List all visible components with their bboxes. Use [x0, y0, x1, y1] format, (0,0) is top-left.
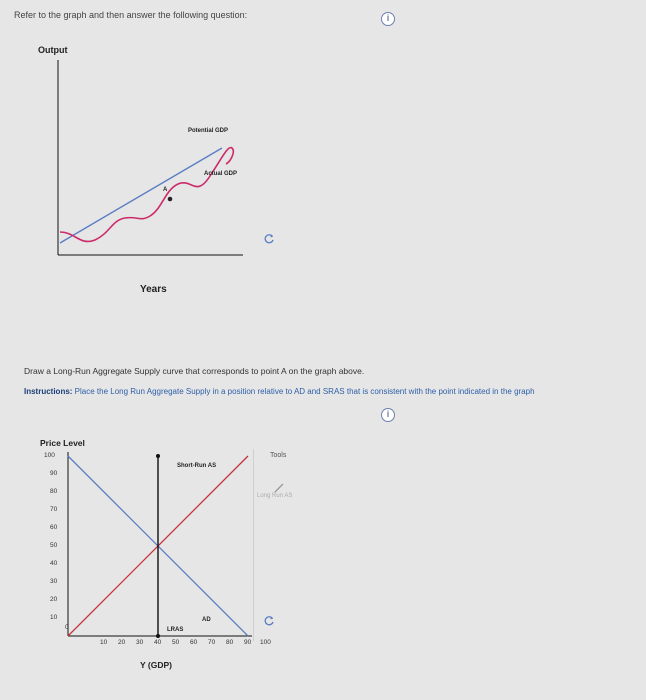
y-tick-label: 100 — [44, 452, 55, 459]
origin-label: 0 — [65, 624, 69, 631]
lras-handle-top — [156, 454, 160, 458]
bottom-graph-y-label: Price Level — [40, 438, 85, 448]
prompt-text: Refer to the graph and then answer the following question: — [14, 10, 248, 20]
question-text: Draw a Long-Run Aggregate Supply curve that corresponds to point A on the graph above. — [24, 366, 365, 376]
tools-panel — [253, 449, 313, 641]
y-tick-label: 80 — [50, 488, 58, 495]
x-tick-label: 40 — [154, 639, 162, 646]
x-tick-label: 20 — [118, 639, 126, 646]
actual-gdp-label: Actual GDP — [204, 171, 238, 177]
y-tick-label: 60 — [50, 524, 58, 531]
lras-handle-bottom — [156, 634, 160, 638]
y-tick-label: 90 — [50, 470, 58, 477]
top-graph-x-label: Years — [140, 284, 167, 295]
reset-icon[interactable] — [263, 615, 275, 627]
y-tick-label: 40 — [50, 560, 58, 567]
x-tick-label: 30 — [136, 639, 144, 646]
sras-label: Short-Run AS — [177, 463, 217, 469]
lras-label: LRAS — [167, 627, 184, 633]
bottom-graph-x-label: Y (GDP) — [140, 660, 172, 670]
y-tick-label: 20 — [50, 596, 58, 603]
long-run-as-tool-label[interactable]: Long Run AS — [257, 493, 293, 499]
point-a-label: A — [163, 187, 168, 193]
x-tick-label: 90 — [244, 639, 252, 646]
top-graph-y-label: Output — [38, 45, 68, 55]
instructions-label: Instructions: — [24, 387, 73, 396]
info-icon[interactable]: i — [381, 12, 395, 26]
x-tick-label: 50 — [172, 639, 180, 646]
instructions-body: Place the Long Run Aggregate Supply in a position relative to AD and SRAS that is consistent with the point indicated in the graph — [72, 387, 535, 396]
x-tick-label: 100 — [260, 639, 271, 646]
info-icon[interactable]: i — [381, 408, 395, 422]
tools-title: Tools — [270, 452, 287, 459]
ad-label: AD — [202, 617, 211, 623]
y-tick-label: 30 — [50, 578, 58, 585]
x-tick-label: 70 — [208, 639, 216, 646]
y-tick-label: 10 — [50, 614, 58, 621]
x-tick-label: 80 — [226, 639, 234, 646]
x-tick-label: 60 — [190, 639, 198, 646]
y-tick-label: 70 — [50, 506, 58, 513]
y-tick-label: 50 — [50, 542, 58, 549]
potential-gdp-label: Potential GDP — [188, 128, 229, 134]
x-tick-label: 10 — [100, 639, 108, 646]
